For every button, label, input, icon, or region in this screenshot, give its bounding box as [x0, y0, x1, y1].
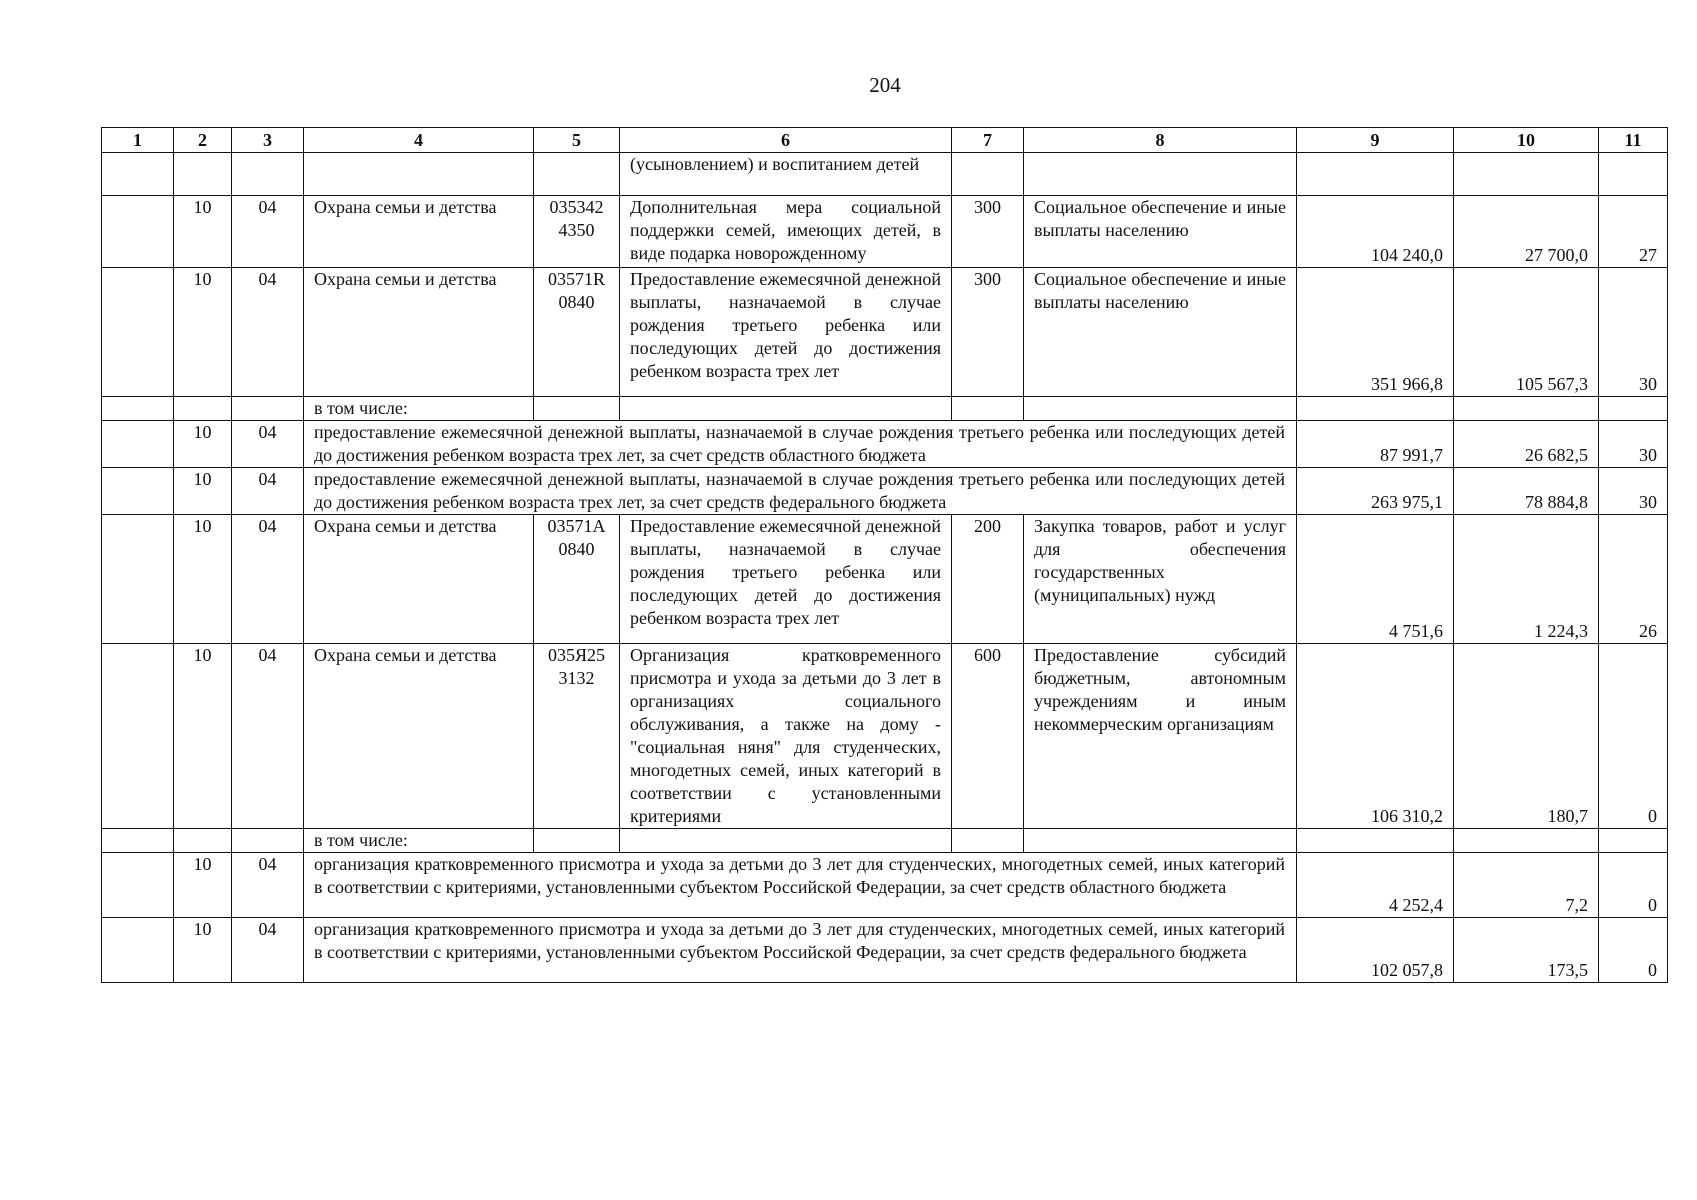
cell-expense-type: 300: [952, 196, 1024, 268]
cell-program-name: Охрана семьи и детства: [304, 515, 534, 644]
cell-amount-executed: 7,2: [1454, 853, 1599, 918]
cell-section: 10: [174, 918, 232, 983]
cell-col11: [1599, 153, 1668, 196]
cell-col9: [1297, 153, 1454, 196]
column-number-5: 5: [534, 128, 620, 153]
cell-col6: [620, 397, 952, 421]
cell-target-code: [534, 515, 620, 644]
column-number-8: 8: [1024, 128, 1297, 153]
cell-col1: [102, 196, 174, 268]
table-row: [102, 829, 1668, 853]
column-number-4: 4: [304, 128, 534, 153]
table-row: [102, 153, 1668, 196]
cell-expense-type: 600: [952, 644, 1024, 829]
cell-col8: [1024, 153, 1297, 196]
cell-col5: [534, 829, 620, 853]
cell-amount-total: 102 057,8: [1297, 918, 1454, 983]
cell-col1: [102, 397, 174, 421]
cell-col4: [304, 153, 534, 196]
cell-col1: [102, 853, 174, 918]
cell-col8: [1024, 829, 1297, 853]
cell-col5: [534, 153, 620, 196]
cell-amount-total: 4 751,6: [1297, 515, 1454, 644]
cell-description: Предоставление ежемесячной денежной выплаты, назначаемой в случае рождения третьего ребенка или последующих детей до достижения ребенком возраста трех лет: [620, 515, 952, 644]
cell-description: Организация кратковременного присмотра и ухода за детьми до 3 лет в организациях социального обслуживания, а также на дому - "социальная няня" для студенческих, многодетных семей, иных категорий в соответствии с установленными критериями: [620, 644, 952, 829]
cell-program-name: Охрана семьи и детства: [304, 268, 534, 397]
cell-percent: 30: [1599, 421, 1668, 468]
cell-col1: [102, 268, 174, 397]
cell-subsection: 04: [232, 644, 304, 829]
cell-expense-name: Предоставление субсидий бюджетным, автономным учреждениям и иным некоммерческим организациям: [1024, 644, 1297, 829]
cell-section: 10: [174, 268, 232, 397]
table-row: [102, 421, 1668, 468]
cell-amount-executed: 27 700,0: [1454, 196, 1599, 268]
cell-section: 10: [174, 644, 232, 829]
column-number-7: 7: [952, 128, 1024, 153]
cell-amount-total: 4 252,4: [1297, 853, 1454, 918]
cell-percent: 26: [1599, 515, 1668, 644]
cell-percent: 0: [1599, 918, 1668, 983]
cell-col1: [102, 829, 174, 853]
cell-amount-total: 87 991,7: [1297, 421, 1454, 468]
cell-description: (усыновлением) и воспитанием детей: [620, 153, 952, 196]
cell-expense-name: Социальное обеспечение и иные выплаты населению: [1024, 196, 1297, 268]
table-row: [102, 918, 1668, 983]
cell-subsection: 04: [232, 515, 304, 644]
cell-description: Предоставление ежемесячной денежной выплаты, назначаемой в случае рождения третьего ребенка или последующих детей до достижения ребенком возраста трех лет: [620, 268, 952, 397]
cell-col1: [102, 515, 174, 644]
cell-col3: [232, 829, 304, 853]
cell-amount-executed: 180,7: [1454, 644, 1599, 829]
cell-col11: [1599, 829, 1668, 853]
cell-amount-executed: 173,5: [1454, 918, 1599, 983]
cell-subsection: 04: [232, 421, 304, 468]
cell-percent: 30: [1599, 268, 1668, 397]
cell-target-code: [534, 644, 620, 829]
column-number-3: 3: [232, 128, 304, 153]
target-code-part2: 4350: [558, 220, 595, 240]
cell-col1: [102, 918, 174, 983]
cell-col9: [1297, 829, 1454, 853]
cell-program-name: Охрана семьи и детства: [304, 196, 534, 268]
cell-amount-executed: 78 884,8: [1454, 468, 1599, 515]
cell-col9: [1297, 397, 1454, 421]
target-code-part1: 035342: [549, 197, 604, 217]
target-code-part1: 03571R: [547, 269, 605, 289]
cell-percent: 30: [1599, 468, 1668, 515]
cell-wide-description: организация кратковременного присмотра и ухода за детьми до 3 лет для студенческих, многодетных семей, иных категорий в соответствии с критериями, установленными субъектом Российской Федерации, за счет средств федерального бюджета: [304, 918, 1297, 983]
cell-subtotal-label: в том числе:: [304, 397, 534, 421]
cell-wide-description: предоставление ежемесячной денежной выплаты, назначаемой в случае рождения третьего ребенка или последующих детей до достижения ребенком возраста трех лет, за счет средств федерального бюджета: [304, 468, 1297, 515]
table-row: [102, 268, 1668, 397]
cell-subtotal-label: в том числе:: [304, 829, 534, 853]
cell-subsection: 04: [232, 196, 304, 268]
cell-subsection: 04: [232, 468, 304, 515]
cell-col2: [174, 397, 232, 421]
cell-program-name: Охрана семьи и детства: [304, 644, 534, 829]
cell-col1: [102, 468, 174, 515]
cell-col5: [534, 397, 620, 421]
cell-col11: [1599, 397, 1668, 421]
cell-col2: [174, 153, 232, 196]
table-row: [102, 515, 1668, 644]
cell-col1: [102, 153, 174, 196]
table-body: [102, 128, 1668, 983]
cell-section: 10: [174, 196, 232, 268]
cell-expense-type: 300: [952, 268, 1024, 397]
cell-subsection: 04: [232, 268, 304, 397]
table-row: [102, 644, 1668, 829]
column-number-1: 1: [102, 128, 174, 153]
header-row: [102, 128, 1668, 153]
table-row: [102, 853, 1668, 918]
cell-col2: [174, 829, 232, 853]
column-number-11: 11: [1599, 128, 1668, 153]
cell-description: Дополнительная мера социальной поддержки семей, имеющих детей, в виде подарка новорожденному: [620, 196, 952, 268]
table-row: [102, 397, 1668, 421]
cell-amount-executed: 1 224,3: [1454, 515, 1599, 644]
cell-percent: 0: [1599, 644, 1668, 829]
cell-col10: [1454, 397, 1599, 421]
cell-col8: [1024, 397, 1297, 421]
target-code-part2: 0840: [558, 539, 595, 559]
cell-target-code: [534, 268, 620, 397]
cell-amount-total: 106 310,2: [1297, 644, 1454, 829]
column-number-9: 9: [1297, 128, 1454, 153]
cell-col3: [232, 397, 304, 421]
table-row: [102, 468, 1668, 515]
cell-expense-type: 200: [952, 515, 1024, 644]
budget-table: [101, 127, 1668, 983]
cell-col7: [952, 153, 1024, 196]
cell-col10: [1454, 829, 1599, 853]
cell-amount-executed: 105 567,3: [1454, 268, 1599, 397]
cell-col1: [102, 421, 174, 468]
cell-col6: [620, 829, 952, 853]
cell-col1: [102, 644, 174, 829]
column-number-10: 10: [1454, 128, 1599, 153]
cell-wide-description: организация кратковременного присмотра и ухода за детьми до 3 лет для студенческих, многодетных семей, иных категорий в соответствии с критериями, установленными субъектом Российской Федерации, за счет средств областного бюджета: [304, 853, 1297, 918]
cell-section: 10: [174, 421, 232, 468]
cell-percent: 0: [1599, 853, 1668, 918]
cell-col3: [232, 153, 304, 196]
cell-expense-name: Социальное обеспечение и иные выплаты населению: [1024, 268, 1297, 397]
cell-amount-total: 351 966,8: [1297, 268, 1454, 397]
cell-target-code: [534, 196, 620, 268]
cell-amount-total: 104 240,0: [1297, 196, 1454, 268]
cell-subsection: 04: [232, 918, 304, 983]
cell-wide-description: предоставление ежемесячной денежной выплаты, назначаемой в случае рождения третьего ребенка или последующих детей до достижения ребенком возраста трех лет, за счет средств областного бюджета: [304, 421, 1297, 468]
column-number-2: 2: [174, 128, 232, 153]
cell-expense-name: Закупка товаров, работ и услуг для обеспечения государственных (муниципальных) нужд: [1024, 515, 1297, 644]
table-row: [102, 196, 1668, 268]
cell-amount-total: 263 975,1: [1297, 468, 1454, 515]
cell-col7: [952, 397, 1024, 421]
page-number: 204: [869, 73, 901, 97]
cell-col7: [952, 829, 1024, 853]
cell-section: 10: [174, 468, 232, 515]
cell-amount-executed: 26 682,5: [1454, 421, 1599, 468]
cell-percent: 27: [1599, 196, 1668, 268]
cell-section: 10: [174, 853, 232, 918]
target-code-part1: 035Я25: [547, 645, 605, 665]
target-code-part2: 3132: [558, 668, 595, 688]
cell-section: 10: [174, 515, 232, 644]
cell-col10: [1454, 153, 1599, 196]
target-code-part2: 0840: [558, 292, 595, 312]
cell-subsection: 04: [232, 853, 304, 918]
column-number-6: 6: [620, 128, 952, 153]
target-code-part1: 03571А: [547, 516, 606, 536]
